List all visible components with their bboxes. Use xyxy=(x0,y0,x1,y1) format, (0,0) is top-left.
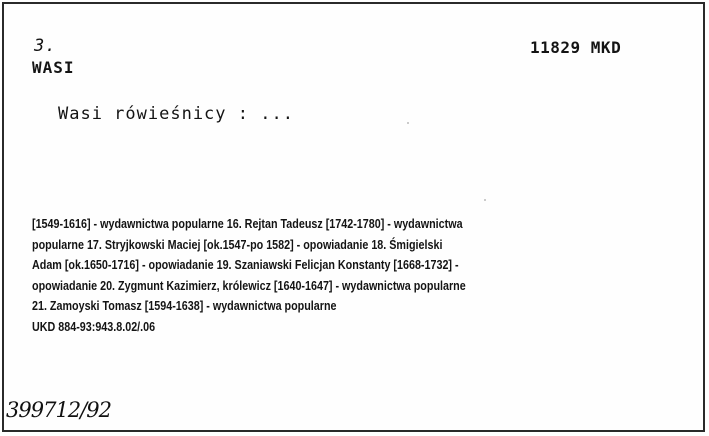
shelf-signature: 11829 MKD xyxy=(530,38,622,57)
paper-speck xyxy=(407,122,409,124)
body-line: popularne 17. Stryjkowski Maciej [ok.1547-po 1582] - opowiadanie 18. Śmigielski xyxy=(32,237,443,252)
body-line: [1549-1616] - wydawnictwa popularne 16. Rejtan Tadeusz [1742-1780] - wydawnictwa xyxy=(32,217,463,231)
ukd-classification: UKD 884-93:943.8.02/.06 xyxy=(32,319,156,334)
card-title: Wasi rówieśnicy : ... xyxy=(58,104,294,124)
card-number: 3. xyxy=(34,36,57,56)
body-line: 21. Zamoyski Tomasz [1594-1638] - wydawnictwa popularne xyxy=(32,299,337,313)
card-heading: WASI xyxy=(32,58,75,77)
body-line: opowiadanie 20. Zygmunt Kazimierz, królewicz [1640-1647] - wydawnictwa popularne xyxy=(32,278,466,293)
catalog-card xyxy=(2,2,705,432)
paper-speck xyxy=(484,199,486,201)
handwritten-accession-number: 399712/92 xyxy=(6,398,111,422)
card-body xyxy=(32,214,582,337)
body-line: Adam [ok.1650-1716] - opowiadanie 19. Szaniawski Felicjan Konstanty [1668-1732] - xyxy=(32,258,459,272)
